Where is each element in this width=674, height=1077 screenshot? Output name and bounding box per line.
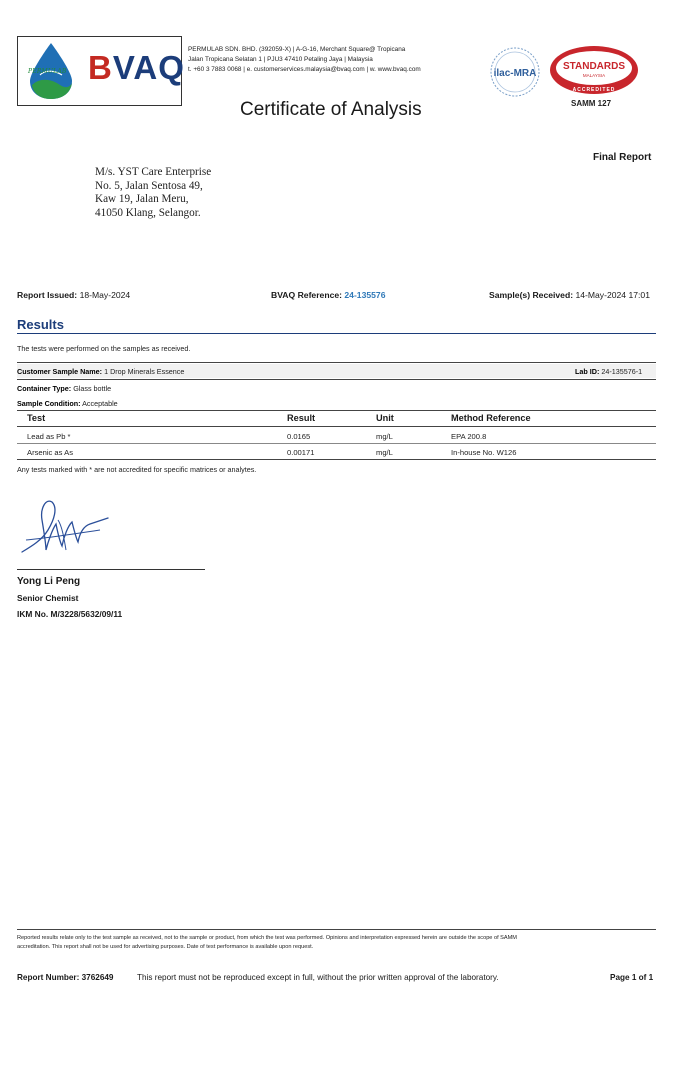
results-divider — [17, 333, 656, 334]
cell-method: In-house No. W126 — [451, 448, 517, 457]
company-line: Jalan Tropicana Selatan 1 | PJU3 47410 Petaling Jaya | Malaysia — [188, 56, 373, 63]
report-issued-label: Report Issued: — [17, 290, 78, 300]
page-number: Page 1 of 1 — [610, 973, 654, 982]
signatory-ikm: IKM No. M/3228/5632/09/11 — [17, 609, 123, 619]
disclaimer-line: Reported results relate only to the test sample as received, not to the sample or product, from which the test was performed. Opinions and interpretation expressed herein are outside the scope of SAMM — [17, 935, 517, 941]
reproduction-note: This report must not be reproduced except in full, without the prior written approval of the laboratory. — [137, 973, 499, 982]
lab-id-label: Lab ID: — [575, 367, 600, 376]
standards-arc-label: ACCREDITED — [572, 87, 616, 93]
samples-received — [489, 290, 650, 300]
customer-address — [95, 166, 211, 220]
company-line: PERMULAB SDN. BHD. (392059-X) | A-G-16, Merchant Square@ Tropicana — [188, 46, 406, 53]
cell-result: 0.00171 — [287, 448, 315, 457]
cell-unit: mg/L — [376, 448, 393, 457]
sample-condition-value: Acceptable — [82, 399, 118, 408]
sample-divider-bottom — [17, 379, 656, 380]
bvaq-logo — [17, 36, 185, 106]
bvaq-reference — [271, 290, 386, 300]
report-issued — [17, 290, 130, 300]
address-line: Kaw 19, Jalan Meru, — [95, 193, 189, 205]
sample-condition-label: Sample Condition: — [17, 399, 81, 408]
standards-label: STANDARDS — [562, 61, 626, 72]
report-number-label: Report Number: — [17, 973, 80, 982]
sample-name-label: Customer Sample Name: — [17, 367, 103, 376]
signature-line — [17, 569, 205, 570]
results-note: The tests were performed on the samples as received. — [17, 344, 191, 353]
column-header-result: Result — [287, 413, 316, 423]
container-type — [17, 384, 111, 393]
cell-test: Lead as Pb * — [27, 432, 71, 441]
signatory-name: Yong Li Peng — [17, 576, 81, 587]
table-top-rule — [17, 410, 656, 411]
bvaq-reference-label: BVAQ Reference: — [271, 290, 342, 300]
signatory-title: Senior Chemist — [17, 593, 79, 603]
page-title: Certificate of Analysis — [240, 99, 422, 120]
samm-number: SAMM 127 — [571, 99, 612, 108]
report-number — [17, 973, 113, 982]
signature-image — [18, 490, 113, 562]
column-header-method: Method Reference — [451, 413, 531, 423]
samples-received-value: 14-May-2024 17:01 — [575, 290, 650, 300]
ilac-mra-logo — [489, 46, 541, 98]
accreditation-footnote: Any tests marked with * are not accredited for specific matrices or analytes. — [17, 465, 257, 474]
logo-brand-text: BVAQ — [88, 49, 185, 86]
logo-script-text: PERMULAB — [28, 68, 67, 75]
cell-test: Arsenic as As — [27, 448, 74, 457]
samples-received-label: Sample(s) Received: — [489, 290, 574, 300]
sample-condition — [17, 399, 118, 408]
report-status: Final Report — [593, 152, 652, 163]
lab-id — [575, 367, 642, 376]
sample-name-value: 1 Drop Minerals Essence — [104, 367, 185, 376]
footer-divider — [17, 929, 656, 930]
table-bottom-rule — [17, 459, 656, 460]
sample-divider-top — [17, 362, 656, 363]
lab-id-value: 24-135576-1 — [601, 367, 643, 376]
ilac-label: ilac-MRA — [493, 68, 537, 79]
bvaq-reference-value: 24-135576 — [344, 290, 386, 300]
address-line: No. 5, Jalan Sentosa 49, — [95, 179, 203, 192]
address-line: 41050 Klang, Selangor. — [95, 206, 201, 219]
column-header-test: Test — [27, 413, 46, 423]
cell-unit: mg/L — [376, 432, 393, 441]
report-number-value: 3762649 — [81, 973, 114, 982]
footer-disclaimer — [17, 934, 657, 951]
column-header-unit: Unit — [376, 413, 394, 423]
company-line: t. +60 3 7883 0068 | e. customerservices.malaysia@bvaq.com | w. www.bvaq.com — [188, 66, 421, 73]
standards-malaysia-logo — [548, 44, 640, 96]
disclaimer-line: accreditation. This report shall not be used for advertising purposes. Date of test performance is available upon request. — [17, 943, 314, 950]
report-issued-value: 18-May-2024 — [79, 290, 131, 300]
table-header-rule — [17, 426, 656, 427]
customer-sample-name — [17, 367, 184, 376]
cell-method: EPA 200.8 — [451, 432, 487, 441]
container-type-value: Glass bottle — [73, 384, 112, 393]
results-heading: Results — [17, 317, 64, 332]
standards-sub-label: MALAYSIA — [582, 73, 606, 78]
table-row-rule — [17, 443, 656, 444]
address-line: M/s. YST Care Enterprise — [95, 166, 212, 178]
company-details — [188, 45, 488, 75]
container-type-label: Container Type: — [17, 384, 72, 393]
cell-result: 0.0165 — [287, 432, 311, 441]
